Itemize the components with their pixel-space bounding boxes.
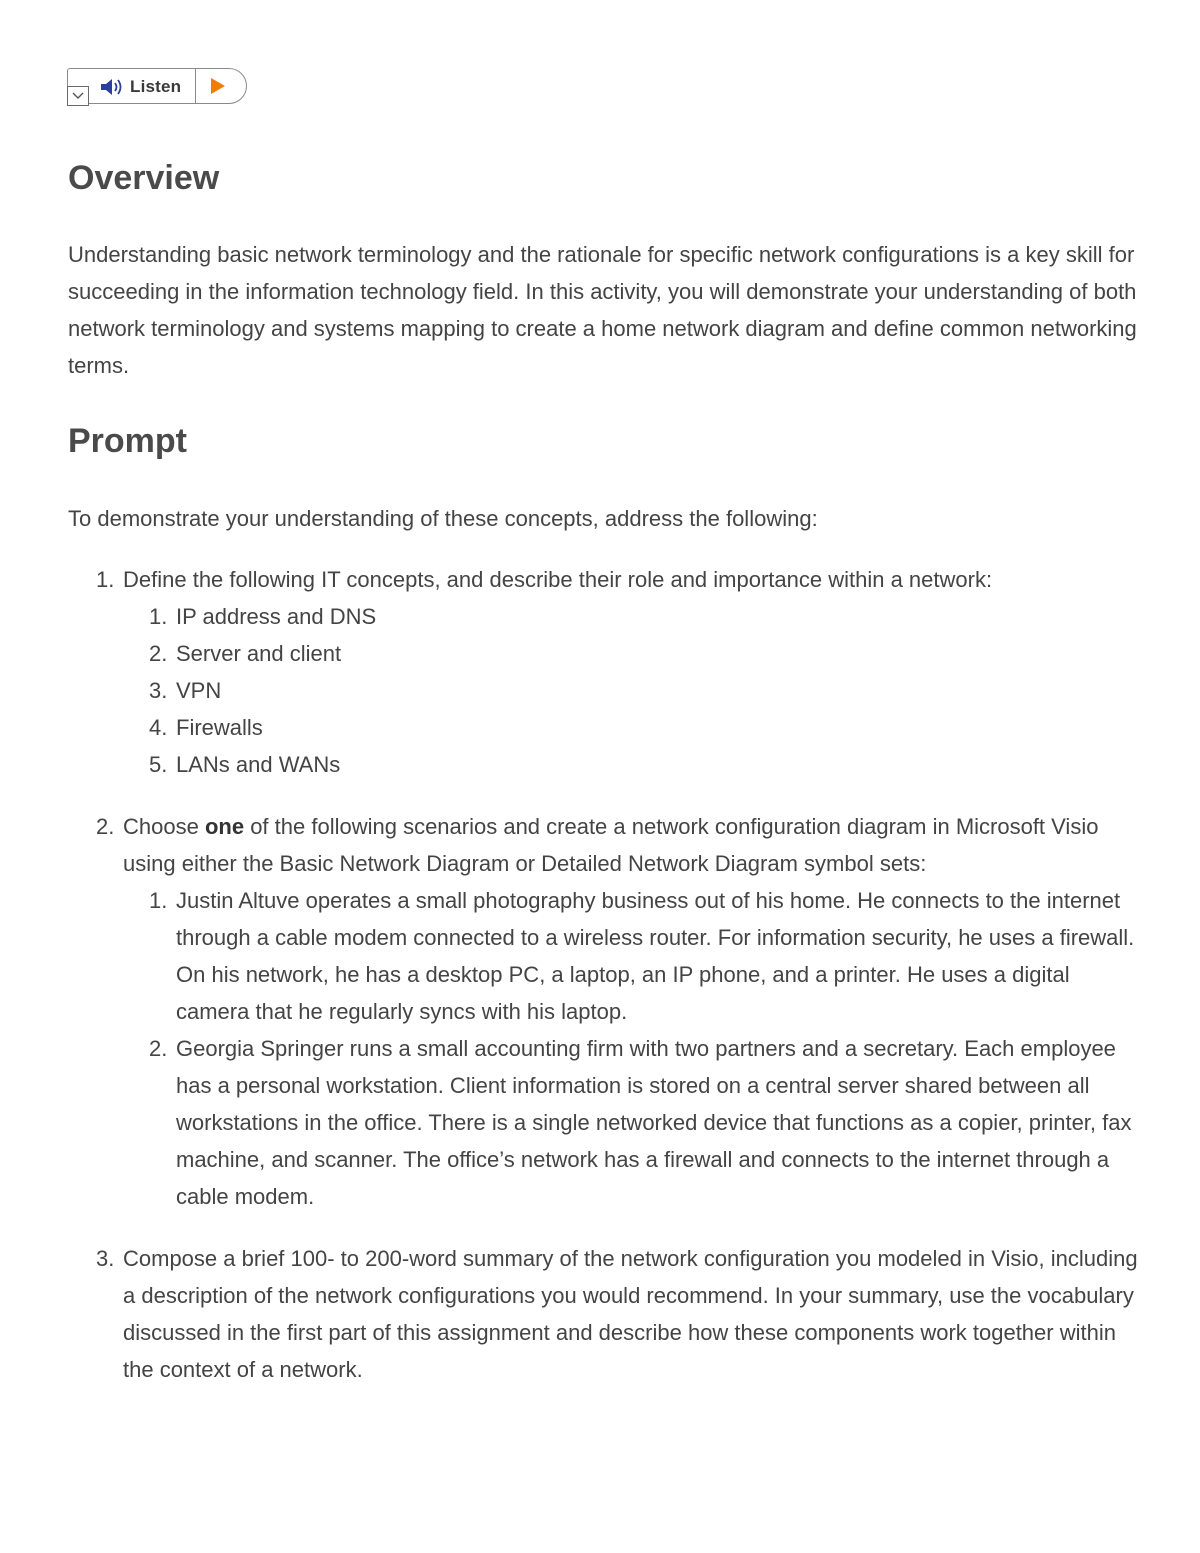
sublist-number: 1. <box>149 888 168 913</box>
play-icon <box>210 77 226 95</box>
list-number: 3. <box>96 1246 115 1271</box>
listen-label: Listen <box>130 77 182 96</box>
sublist-item <box>149 598 1138 635</box>
sublist-scenarios <box>149 882 1138 1215</box>
list-item-text-before: Choose <box>123 814 205 839</box>
list-number: 1. <box>96 567 115 592</box>
list-spacer <box>96 783 1138 808</box>
list-item <box>96 561 1138 783</box>
sublist-item-text: Georgia Springer runs a small accounting firm with two partners and a secretary. Each employee has a personal workstation. Client information is stored on a central server shared between all workstations in the office. There is a single networked device that functions as a copier, printer, fax machine, and scanner. The office’s network has a firewall and connects to the internet through a cable modem. <box>176 1036 1132 1209</box>
sublist-item <box>149 672 1138 709</box>
sublist-item <box>149 1030 1138 1215</box>
list-number: 2. <box>96 814 115 839</box>
sublist-number: 2. <box>149 641 168 666</box>
sublist-number: 4. <box>149 715 168 740</box>
chevron-down-icon <box>72 92 84 100</box>
overview-text: Understanding basic network terminology and the rationale for specific network configurations is a key skill for succeeding in the information technology field. In this activity, you will demonstrate your understanding of both network terminology and systems mapping to create a home network diagram and define common networking terms. <box>68 242 1137 378</box>
list-item-text-after: of the following scenarios and create a network configuration diagram in Microsoft Visio using either the Basic Network Diagram or Detailed Network Diagram symbol sets: <box>123 814 1099 876</box>
prompt-heading: Prompt <box>68 422 187 460</box>
list-item <box>96 808 1138 1215</box>
list-item <box>96 1240 1138 1388</box>
prompt-intro: To demonstrate your understanding of these concepts, address the following: <box>68 506 818 531</box>
list-item-text: Compose a brief 100- to 200-word summary of the network configuration you modeled in Visio, including a description of the network configurations you would recommend. In your summary, use the vocabulary discussed in the first part of this assignment and describe how these components work together within the context of a network. <box>123 1246 1138 1382</box>
sublist-number: 5. <box>149 752 168 777</box>
sublist-concepts <box>149 598 1138 783</box>
sublist-item-text: VPN <box>176 678 222 703</box>
listen-button[interactable] <box>67 68 195 104</box>
sublist-item <box>149 635 1138 672</box>
prompt-list <box>96 561 1138 1388</box>
speaker-icon <box>100 77 124 97</box>
overview-heading: Overview <box>68 159 220 197</box>
sublist-item <box>149 746 1138 783</box>
sublist-item-text: Firewalls <box>176 715 263 740</box>
sublist-number: 2. <box>149 1036 168 1061</box>
sublist-item-text: Justin Altuve operates a small photography business out of his home. He connects to the internet through a cable modem connected to a wireless router. For information security, he uses a firewall. On his network, he has a desktop PC, a laptop, an IP phone, and a printer. He uses a digital camera that he regularly syncs with his laptop. <box>176 888 1135 1024</box>
sublist-item <box>149 882 1138 1030</box>
sublist-number: 3. <box>149 678 168 703</box>
listen-widget <box>67 68 247 104</box>
list-item-emphasis: one <box>204 814 245 839</box>
listen-options-dropdown[interactable] <box>67 86 89 106</box>
play-button[interactable] <box>195 68 247 104</box>
sublist-item-text: LANs and WANs <box>176 752 341 777</box>
sublist-item-text: IP address and DNS <box>176 604 377 629</box>
sublist-item-text: Server and client <box>176 641 342 666</box>
sublist-number: 1. <box>149 604 168 629</box>
list-spacer <box>96 1215 1138 1240</box>
list-item-text: Define the following IT concepts, and describe their role and importance within a network: <box>123 567 993 592</box>
sublist-item <box>149 709 1138 746</box>
